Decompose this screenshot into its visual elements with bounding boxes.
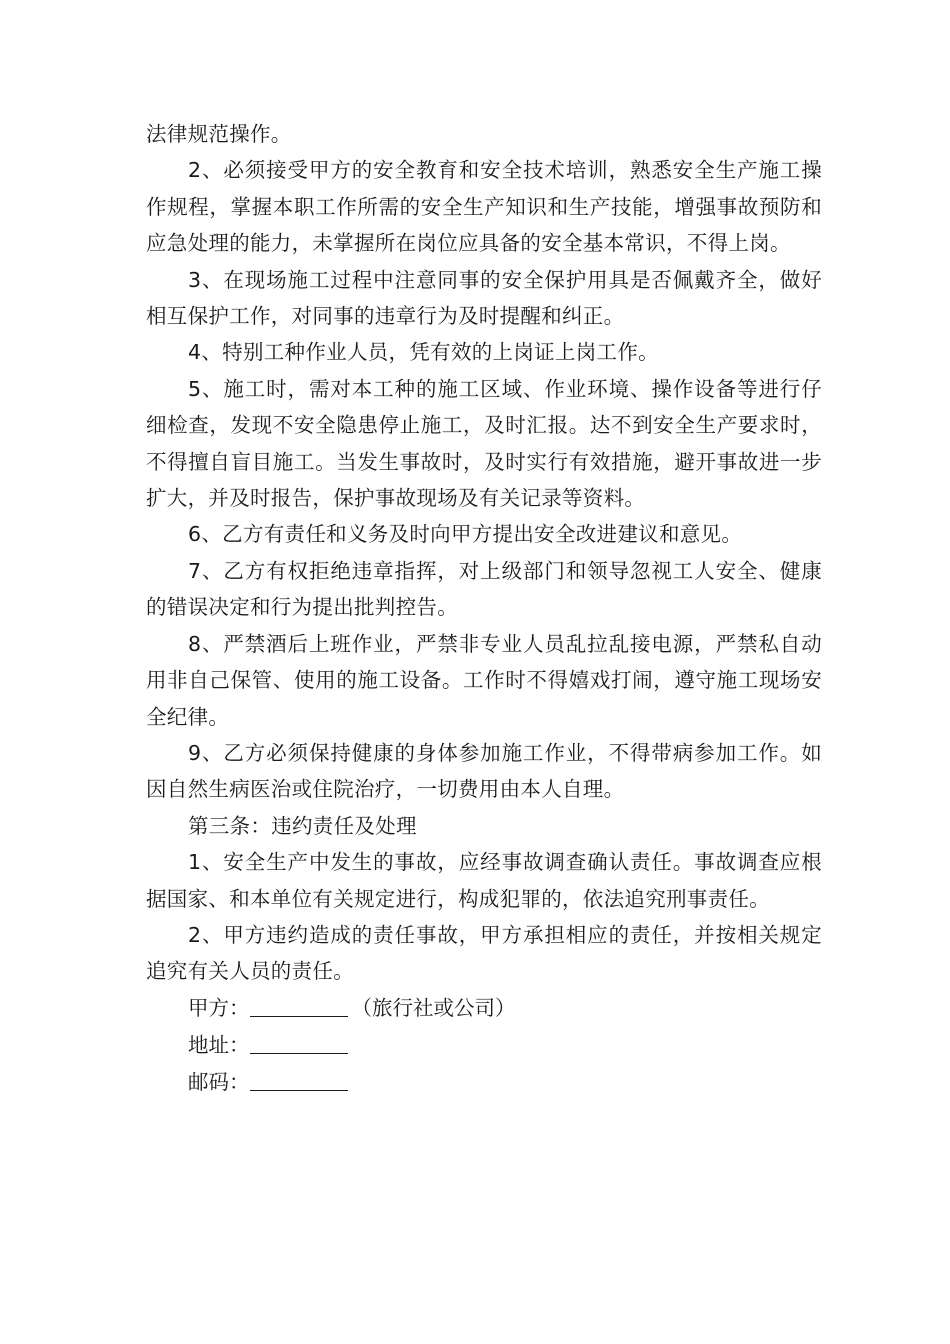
clause-5: 5、施工时，需对本工种的施工区域、作业环境、操作设备等进行仔细检查，发现不安全隐患停止施工，及时汇报。达不到安全生产要求时，不得擅自盲目施工。当发生事故时，及时实行有效措施，避开事故进一步扩大，并及时报告，保护事故现场及有关记录等资料。 bbox=[146, 376, 822, 511]
clause-8: 8、严禁酒后上班作业，严禁非专业人员乱拉乱接电源，严禁私自动用非自己保管、使用的施工设备。工作时不得嬉戏打闹，遵守施工现场安全纪律。 bbox=[146, 631, 822, 729]
postcode-field bbox=[146, 1064, 822, 1101]
party-a-label: 甲方： bbox=[188, 995, 250, 1020]
address-field bbox=[146, 1027, 822, 1064]
clause-7: 7、乙方有权拒绝违章指挥，对上级部门和领导忽视工人安全、健康的错误决定和行为提出批判控告。 bbox=[146, 558, 822, 620]
article-3-clause-2: 2、甲方违约造成的责任事故，甲方承担相应的责任，并按相关规定追究有关人员的责任。 bbox=[146, 922, 822, 984]
clause-9: 9、乙方必须保持健康的身体参加施工作业，不得带病参加工作。如因自然生病医治或住院治疗，一切费用由本人自理。 bbox=[146, 740, 822, 802]
section-heading-article-3: 第三条：违约责任及处理 bbox=[188, 813, 417, 838]
document-page bbox=[146, 116, 822, 1101]
clause-2: 2、必须接受甲方的安全教育和安全技术培训，熟悉安全生产施工操作规程，掌握本职工作所需的安全生产知识和生产技能，增强事故预防和应急处理的能力，未掌握所在岗位应具备的安全基本常识，不得上岗。 bbox=[146, 158, 822, 256]
clause-6: 6、乙方有责任和义务及时向甲方提出安全改进建议和意见。 bbox=[188, 522, 743, 547]
party-a-field bbox=[146, 990, 822, 1027]
paragraph-continuation: 法律规范操作。 bbox=[146, 122, 292, 146]
clause-4: 4、特别工种作业人员，凭有效的上岗证上岗工作。 bbox=[188, 340, 659, 365]
postcode-blank-line bbox=[250, 1068, 348, 1091]
address-label: 地址： bbox=[188, 1032, 250, 1057]
clause-3: 3、在现场施工过程中注意同事的安全保护用具是否佩戴齐全，做好相互保护工作，对同事的违章行为及时提醒和纠正。 bbox=[146, 267, 822, 329]
postcode-label: 邮码： bbox=[188, 1069, 250, 1094]
party-a-blank-line bbox=[250, 994, 348, 1017]
address-blank-line bbox=[250, 1031, 348, 1054]
party-a-suffix: （旅行社或公司） bbox=[351, 995, 516, 1020]
article-3-clause-1: 1、安全生产中发生的事故，应经事故调查确认责任。事故调查应根据国家、和本单位有关规定进行，构成犯罪的，依法追究刑事责任。 bbox=[146, 850, 822, 911]
